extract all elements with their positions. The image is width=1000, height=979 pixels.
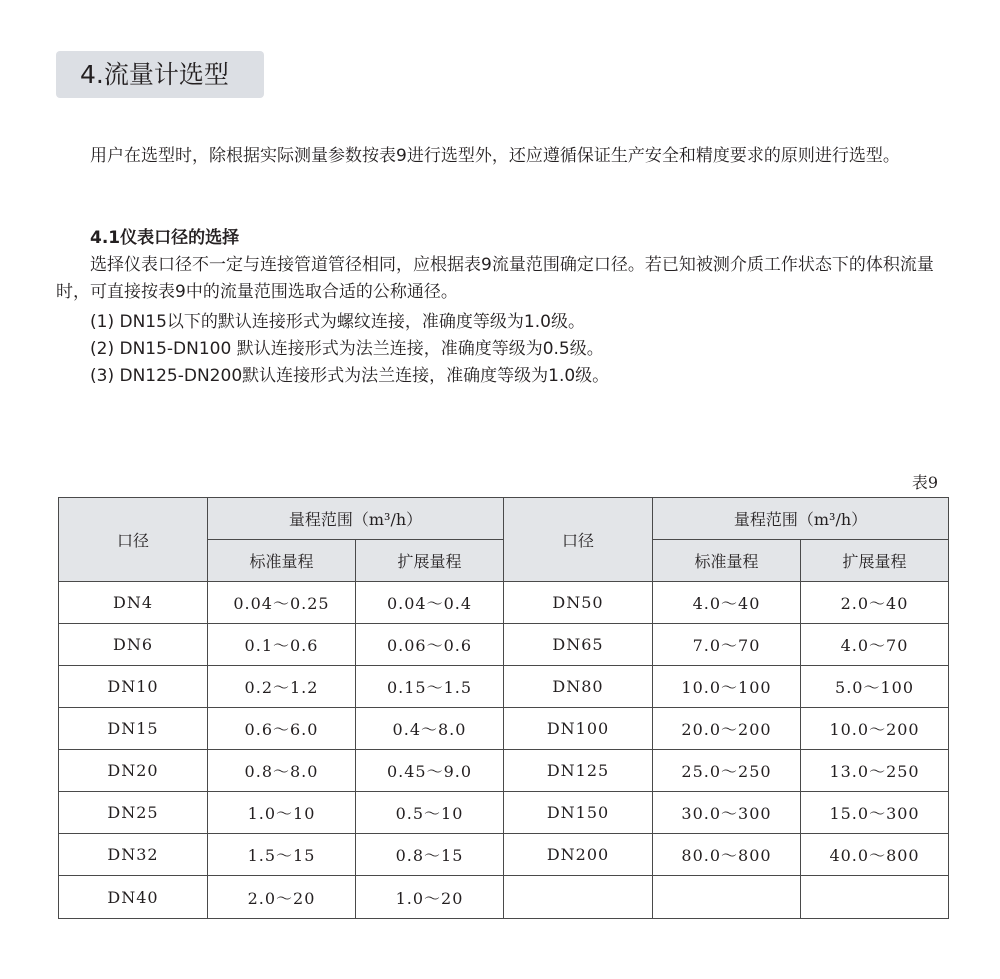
table-cell: 0.04～0.4: [356, 582, 504, 624]
table-cell: 5.0～100: [801, 666, 949, 708]
table-cell: 4.0～70: [801, 624, 949, 666]
table-cell: 2.0～20: [208, 876, 356, 919]
header-range-right: 量程范围（m³/h）: [653, 498, 949, 540]
table-cell: DN32: [59, 834, 208, 876]
table-row: [59, 792, 949, 834]
table-cell: DN15: [59, 708, 208, 750]
table-cell: 0.8～8.0: [208, 750, 356, 792]
table-cell: 10.0～100: [653, 666, 801, 708]
table-cell: 0.04～0.25: [208, 582, 356, 624]
table-cell: 0.5～10: [356, 792, 504, 834]
list-item: (3) DN125-DN200默认连接形式为法兰连接，准确度等级为1.0级。: [90, 366, 610, 386]
header-range-left: 量程范围（m³/h）: [208, 498, 504, 540]
table-cell: DN200: [504, 834, 653, 876]
table-cell: DN4: [59, 582, 208, 624]
table-cell: 40.0～800: [801, 834, 949, 876]
flow-range-table: [58, 497, 949, 919]
table-cell: 0.06～0.6: [356, 624, 504, 666]
table-cell: DN80: [504, 666, 653, 708]
table-row: [59, 876, 949, 919]
table-cell: 1.0～20: [356, 876, 504, 919]
table-cell: 4.0～40: [653, 582, 801, 624]
table-cell: 0.4～8.0: [356, 708, 504, 750]
table-cell: [653, 876, 801, 919]
table-row: [59, 708, 949, 750]
table-cell: 0.6～6.0: [208, 708, 356, 750]
intro-paragraph: 用户在选型时，除根据实际测量参数按表9进行选型外，还应遵循保证生产安全和精度要求的原则进行选型。: [90, 146, 900, 166]
table-cell: [801, 876, 949, 919]
section-title: 4.流量计选型: [56, 51, 264, 98]
table-cell: 30.0～300: [653, 792, 801, 834]
subsection-body: 选择仪表口径不一定与连接管道管径相同，应根据表9流量范围确定口径。若已知被测介质工作状态下的体积流量时，可直接按表9中的流量范围选取合适的公称通径。: [56, 255, 934, 302]
table-cell: 0.8～15: [356, 834, 504, 876]
header-standard-left: 标准量程: [208, 540, 356, 582]
table-cell: 15.0～300: [801, 792, 949, 834]
table-cell: DN125: [504, 750, 653, 792]
table-cell: DN150: [504, 792, 653, 834]
table-cell: DN40: [59, 876, 208, 919]
table-cell: 2.0～40: [801, 582, 949, 624]
header-extended-left: 扩展量程: [356, 540, 504, 582]
table-cell: 1.5～15: [208, 834, 356, 876]
header-diameter-right: 口径: [504, 498, 653, 582]
table-row: [59, 750, 949, 792]
table-cell: 0.2～1.2: [208, 666, 356, 708]
table-cell: [504, 876, 653, 919]
header-extended-right: 扩展量程: [801, 540, 949, 582]
header-standard-right: 标准量程: [653, 540, 801, 582]
table-cell: DN65: [504, 624, 653, 666]
table-caption: 表9: [911, 473, 938, 492]
table-cell: DN50: [504, 582, 653, 624]
header-diameter-left: 口径: [59, 498, 208, 582]
list-item: (1) DN15以下的默认连接形式为螺纹连接，准确度等级为1.0级。: [90, 312, 585, 332]
table-cell: 1.0～10: [208, 792, 356, 834]
table-cell: 25.0～250: [653, 750, 801, 792]
list-item: (2) DN15-DN100 默认连接形式为法兰连接，准确度等级为0.5级。: [90, 339, 604, 359]
table-cell: 7.0～70: [653, 624, 801, 666]
table-cell: 13.0～250: [801, 750, 949, 792]
table-cell: 10.0～200: [801, 708, 949, 750]
table-row: [59, 624, 949, 666]
table-cell: DN100: [504, 708, 653, 750]
table-cell: DN20: [59, 750, 208, 792]
table-cell: 0.45～9.0: [356, 750, 504, 792]
table-cell: 20.0～200: [653, 708, 801, 750]
table-row: [59, 834, 949, 876]
table-row: [59, 582, 949, 624]
table-cell: 0.1～0.6: [208, 624, 356, 666]
subsection-title: 4.1仪表口径的选择: [90, 228, 240, 248]
table-cell: DN25: [59, 792, 208, 834]
table-cell: 80.0～800: [653, 834, 801, 876]
table-row: [59, 666, 949, 708]
table-cell: DN6: [59, 624, 208, 666]
table-cell: DN10: [59, 666, 208, 708]
table-cell: 0.15～1.5: [356, 666, 504, 708]
